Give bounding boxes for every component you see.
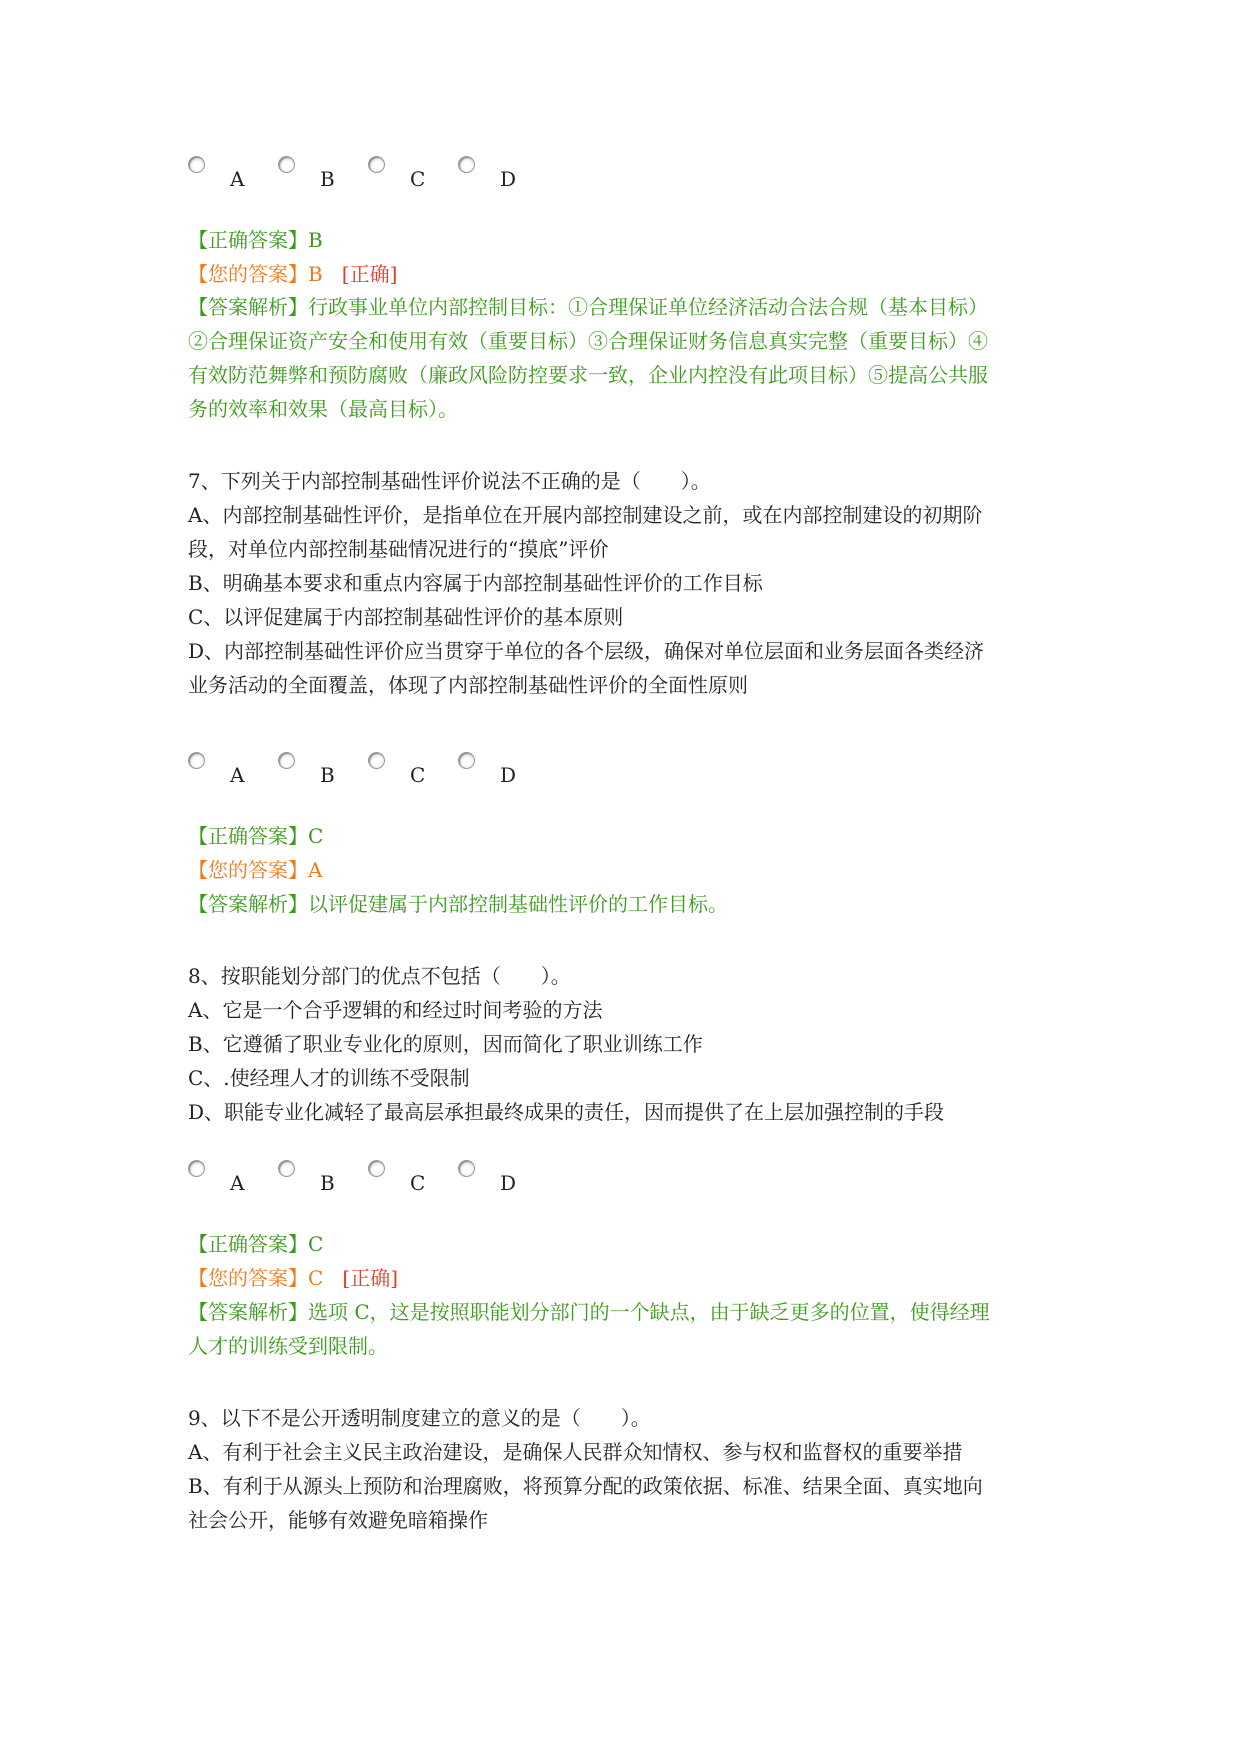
analysis-line: 【答案解析】以评促建属于内部控制基础性评价的工作目标。 (188, 892, 728, 916)
radio-icon[interactable] (458, 1160, 475, 1177)
choice-line: 社会公开，能够有效避免暗箱操作 (188, 1508, 488, 1532)
analysis-line: 务的效率和效果（最高目标）。 (188, 397, 458, 421)
choice-line: A、它是一个合乎逻辑的和经过时间考验的方法 (188, 998, 603, 1022)
choice-line: A、内部控制基础性评价，是指单位在开展内部控制建设之前，或在内部控制建设的初期阶 (188, 503, 983, 527)
option-label: C (410, 167, 426, 191)
correct-answer: 【正确答案】B (188, 228, 323, 252)
analysis-line: 【答案解析】选项 C，这是按照职能划分部门的一个缺点，由于缺乏更多的位置，使得经理 (188, 1300, 990, 1324)
radio-icon[interactable] (278, 1160, 295, 1177)
radio-icon[interactable] (368, 1160, 385, 1177)
option-label: C (410, 763, 426, 787)
option-label: B (320, 763, 335, 787)
correct-answer: 【正确答案】C (188, 1232, 324, 1256)
option-label: B (320, 1171, 335, 1195)
option-label: A (230, 1171, 245, 1195)
analysis-line: 【答案解析】行政事业单位内部控制目标：①合理保证单位经济活动合法合规（基本目标） (188, 295, 988, 319)
status-badge: [正确] (342, 1266, 398, 1290)
option-row (188, 156, 688, 196)
your-answer: 【您的答案】B [正确] (188, 262, 398, 286)
radio-icon[interactable] (278, 752, 295, 769)
choice-line: B、它遵循了职业专业化的原则，因而简化了职业训练工作 (188, 1032, 703, 1056)
your-answer: 【您的答案】C [正确] (188, 1266, 398, 1290)
option-label: B (320, 167, 335, 191)
analysis-line: ②合理保证资产安全和使用有效（重要目标）③合理保证财务信息真实完整（重要目标）④ (188, 329, 988, 353)
option-label: D (500, 167, 517, 191)
your-answer: 【您的答案】A (188, 858, 323, 882)
question-title: 9、以下不是公开透明制度建立的意义的是（ ）。 (188, 1406, 651, 1430)
choice-line: B、明确基本要求和重点内容属于内部控制基础性评价的工作目标 (188, 571, 763, 595)
choice-line: 段，对单位内部控制基础情况进行的“摸底”评价 (188, 537, 609, 561)
choice-line: C、.使经理人才的训练不受限制 (188, 1066, 470, 1090)
radio-icon[interactable] (458, 752, 475, 769)
radio-icon[interactable] (368, 752, 385, 769)
option-row (188, 752, 688, 792)
option-label: A (230, 763, 245, 787)
radio-icon[interactable] (188, 156, 205, 173)
option-label: A (230, 167, 245, 191)
choice-line: 业务活动的全面覆盖，体现了内部控制基础性评价的全面性原则 (188, 673, 748, 697)
radio-icon[interactable] (458, 156, 475, 173)
choice-line: D、职能专业化减轻了最高层承担最终成果的责任，因而提供了在上层加强控制的手段 (188, 1100, 945, 1124)
question-title: 8、按职能划分部门的优点不包括（ ）。 (188, 964, 571, 988)
choice-line: C、以评促建属于内部控制基础性评价的基本原则 (188, 605, 624, 629)
analysis-line: 有效防范舞弊和预防腐败（廉政风险防控要求一致，企业内控没有此项目标）⑤提高公共服 (188, 363, 988, 387)
option-label: D (500, 763, 517, 787)
radio-icon[interactable] (188, 1160, 205, 1177)
status-badge: [正确] (341, 262, 398, 286)
option-label: D (500, 1171, 517, 1195)
radio-icon[interactable] (188, 752, 205, 769)
question-title: 7、下列关于内部控制基础性评价说法不正确的是（ ）。 (188, 469, 711, 493)
correct-answer: 【正确答案】C (188, 824, 324, 848)
choice-line: A、有利于社会主义民主政治建设，是确保人民群众知情权、参与权和监督权的重要举措 (188, 1440, 963, 1464)
option-row (188, 1160, 688, 1200)
radio-icon[interactable] (278, 156, 295, 173)
option-label: C (410, 1171, 426, 1195)
choice-line: B、有利于从源头上预防和治理腐败，将预算分配的政策依据、标准、结果全面、真实地向 (188, 1474, 983, 1498)
analysis-line: 人才的训练受到限制。 (188, 1334, 388, 1358)
radio-icon[interactable] (368, 156, 385, 173)
choice-line: D、内部控制基础性评价应当贯穿于单位的各个层级，确保对单位层面和业务层面各类经济 (188, 639, 985, 663)
